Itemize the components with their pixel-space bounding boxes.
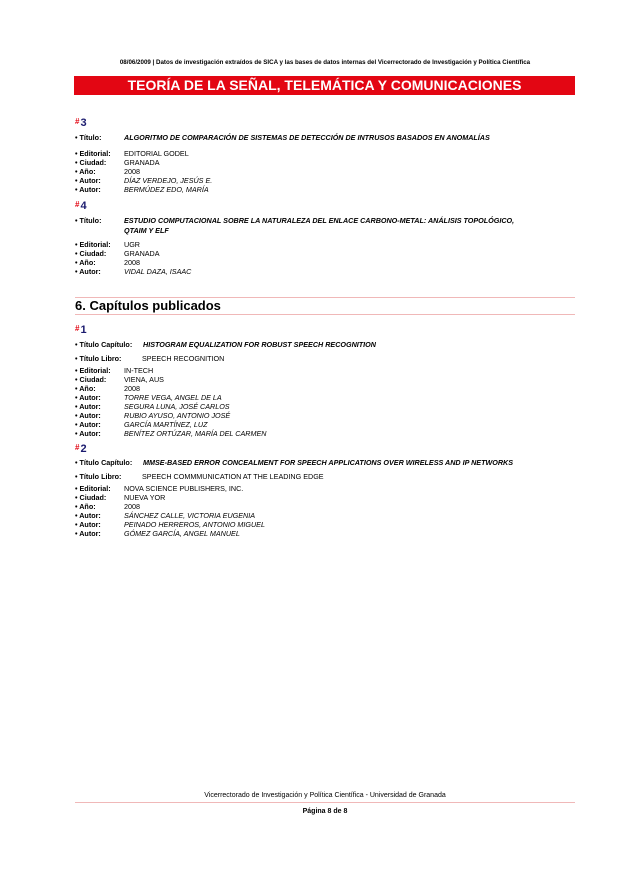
field-label: • Autor:: [75, 185, 101, 194]
section-banner: TEORÍA DE LA SEÑAL, TELEMÁTICA Y COMUNICACIONES: [74, 76, 575, 95]
field-value: TORRE VEGA, ANGEL DE LA: [124, 393, 222, 402]
field-label: • Título:: [75, 133, 102, 142]
field-value: NUEVA YOR: [124, 493, 166, 502]
field-label: • Autor:: [75, 529, 101, 538]
field-label: • Autor:: [75, 176, 101, 185]
field-value: BENÍTEZ ORTÚZAR, MARÍA DEL CARMEN: [124, 429, 267, 438]
field-value: 2008: [124, 258, 140, 267]
record-number: [75, 117, 87, 129]
field-value: BERMÚDEZ EDO, MARÍA: [124, 185, 209, 194]
footer-rule: [75, 802, 575, 803]
field-label: • Autor:: [75, 420, 101, 429]
chapters-heading: 6. Capítulos publicados: [75, 298, 221, 313]
field-value: NOVA SCIENCE PUBLISHERS, INC.: [124, 484, 244, 493]
record-number: [75, 443, 87, 455]
field-value: HISTOGRAM EQUALIZATION FOR ROBUST SPEECH RECOGNITION: [143, 340, 376, 349]
page-header: 08/06/2009 | Datos de investigación extraídos de SICA y las bases de datos internas del Vicerrectorado de Investigación y Política Científica: [119, 59, 531, 66]
record-number-value: 4: [80, 200, 87, 212]
field-label: • Año:: [75, 384, 96, 393]
heading-rule: [75, 314, 575, 315]
field-value: SEGURA LUNA, JOSÉ CARLOS: [124, 402, 230, 411]
record-number: [75, 324, 87, 336]
record-number: [75, 200, 87, 212]
field-label: • Título Capítulo:: [75, 340, 133, 349]
field-label: • Título Libro:: [75, 472, 122, 481]
field-label: • Autor:: [75, 393, 101, 402]
hash-icon: #: [75, 443, 80, 452]
hash-icon: #: [75, 324, 80, 333]
field-label: • Editorial:: [75, 366, 111, 375]
hash-icon: #: [75, 117, 80, 126]
field-value: SPEECH COMMMUNICATION AT THE LEADING EDGE: [142, 472, 324, 481]
field-label: • Año:: [75, 258, 96, 267]
page-number: Página 8 de 8: [302, 808, 348, 815]
field-value: MMSE-BASED ERROR CONCEALMENT FOR SPEECH APPLICATIONS OVER WIRELESS AND IP NETWORKS: [143, 458, 514, 467]
field-label: • Autor:: [75, 402, 101, 411]
field-value: 2008: [124, 384, 140, 393]
record-number-value: 3: [80, 117, 87, 129]
field-value: 2008: [124, 167, 140, 176]
field-value: VIDAL DAZA, ISAAC: [124, 267, 192, 276]
field-label: • Editorial:: [75, 240, 111, 249]
field-value: GRANADA: [124, 249, 160, 258]
field-value: GARCÍA MARTÍNEZ, LUZ: [124, 420, 208, 429]
field-label: • Ciudad:: [75, 249, 107, 258]
field-label: • Editorial:: [75, 149, 111, 158]
field-value: ALGORITMO DE COMPARACIÓN DE SISTEMAS DE DETECCIÓN DE INTRUSOS BASADOS EN ANOMALÍAS: [124, 133, 490, 142]
field-value: SÁNCHEZ CALLE, VICTORIA EUGENIA: [124, 511, 256, 520]
field-label: • Autor:: [75, 267, 101, 276]
field-value: RUBIO AYUSO, ANTONIO JOSÉ: [124, 411, 231, 420]
field-value: ESTUDIO COMPUTACIONAL SOBRE LA NATURALEZA DEL ENLACE CARBONO-METAL: ANÁLISIS TOPOLÓGICO, QTAIM Y ELF: [124, 216, 515, 235]
field-label: • Título Libro:: [75, 354, 122, 363]
field-label: • Año:: [75, 167, 96, 176]
field-value: PEINADO HERREROS, ANTONIO MIGUEL: [124, 520, 265, 529]
field-label: • Autor:: [75, 429, 101, 438]
hash-icon: #: [75, 200, 80, 209]
field-label: • Autor:: [75, 411, 101, 420]
record-number-value: 1: [80, 324, 87, 336]
field-value: IN-TECH: [124, 366, 154, 375]
field-value: DÍAZ VERDEJO, JESÚS E.: [124, 176, 213, 185]
record-number-value: 2: [80, 443, 87, 455]
field-label: • Autor:: [75, 511, 101, 520]
field-value: SPEECH RECOGNITION: [142, 354, 225, 363]
field-label: • Año:: [75, 502, 96, 511]
field-label: • Ciudad:: [75, 493, 107, 502]
heading-rule-top: [75, 297, 575, 298]
footer-text: Vicerrectorado de Investigación y Política Científica - Universidad de Granada: [204, 792, 446, 799]
field-value: EDITORIAL GODEL: [124, 149, 189, 158]
field-label: • Editorial:: [75, 484, 111, 493]
field-label: • Título Capítulo:: [75, 458, 133, 467]
field-label: • Ciudad:: [75, 158, 107, 167]
field-value: GRANADA: [124, 158, 160, 167]
field-value: UGR: [124, 240, 140, 249]
field-value: 2008: [124, 502, 140, 511]
field-label: • Título:: [75, 216, 102, 225]
field-value: GÓMEZ GARCÍA, ANGEL MANUEL: [124, 529, 240, 538]
field-label: • Autor:: [75, 520, 101, 529]
field-label: • Ciudad:: [75, 375, 107, 384]
field-value: VIENA, AUS: [124, 375, 164, 384]
